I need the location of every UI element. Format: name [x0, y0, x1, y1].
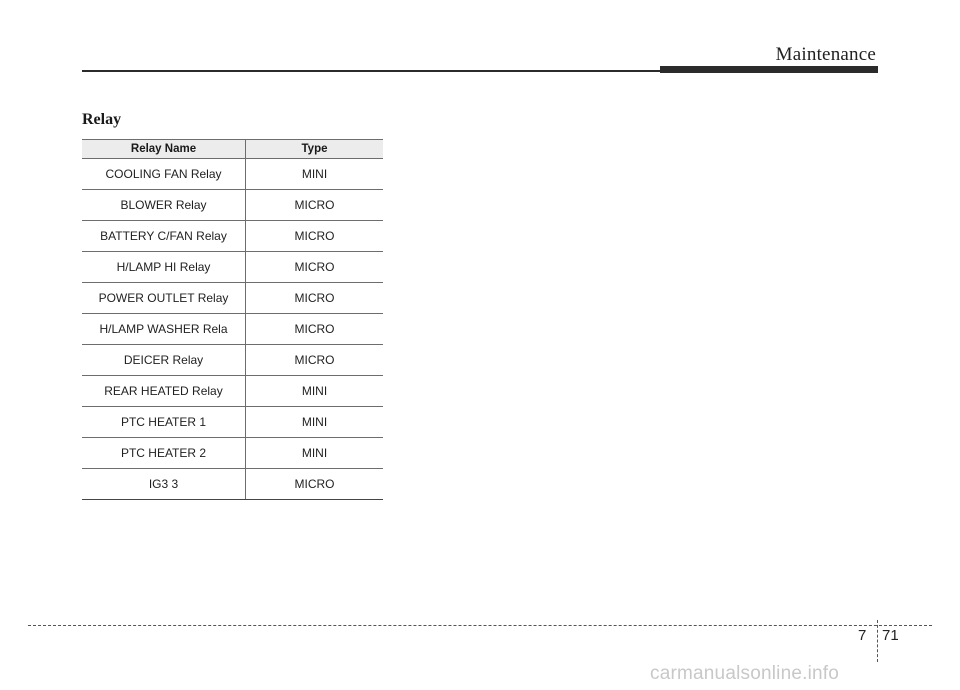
table-row — [82, 407, 383, 438]
relay-type-cell: MICRO — [246, 314, 384, 345]
footer-page-divider — [877, 620, 878, 662]
header-rule-accent — [660, 66, 878, 73]
relay-name-cell: H/LAMP HI Relay — [82, 252, 246, 283]
table-row — [82, 159, 383, 190]
relay-name-cell: BATTERY C/FAN Relay — [82, 221, 246, 252]
column-header-type: Type — [246, 140, 384, 159]
page-number: 71 — [882, 627, 899, 644]
table-row — [82, 438, 383, 469]
relay-type-cell: MICRO — [246, 252, 384, 283]
relay-name-cell: REAR HEATED Relay — [82, 376, 246, 407]
relay-type-cell: MINI — [246, 159, 384, 190]
column-header-relay-name: Relay Name — [82, 140, 246, 159]
table-row — [82, 345, 383, 376]
watermark-text: carmanualsonline.info — [650, 663, 840, 684]
relay-type-cell: MINI — [246, 407, 384, 438]
relay-type-cell: MICRO — [246, 345, 384, 376]
table-header-row — [82, 140, 383, 159]
relay-type-cell: MICRO — [246, 469, 384, 500]
table-row — [82, 469, 383, 500]
table-row — [82, 283, 383, 314]
relay-name-cell: DEICER Relay — [82, 345, 246, 376]
page-header-title: Maintenance — [775, 44, 876, 65]
chapter-number: 7 — [858, 627, 867, 644]
relay-type-cell: MICRO — [246, 190, 384, 221]
relay-type-cell: MINI — [246, 438, 384, 469]
relay-name-cell: H/LAMP WASHER Rela — [82, 314, 246, 345]
relay-name-cell: BLOWER Relay — [82, 190, 246, 221]
relay-type-cell: MICRO — [246, 283, 384, 314]
relay-type-cell: MICRO — [246, 221, 384, 252]
table-row — [82, 376, 383, 407]
header-rule — [82, 70, 660, 72]
relay-type-cell: MINI — [246, 376, 384, 407]
section-heading: Relay — [82, 111, 122, 128]
relay-name-cell: IG3 3 — [82, 469, 246, 500]
table-row — [82, 190, 383, 221]
relay-name-cell: PTC HEATER 2 — [82, 438, 246, 469]
relay-name-cell: COOLING FAN Relay — [82, 159, 246, 190]
relay-name-cell: POWER OUTLET Relay — [82, 283, 246, 314]
relay-table — [82, 139, 383, 500]
table-row — [82, 221, 383, 252]
footer-divider — [28, 625, 932, 626]
relay-name-cell: PTC HEATER 1 — [82, 407, 246, 438]
table-row — [82, 314, 383, 345]
table-row — [82, 252, 383, 283]
